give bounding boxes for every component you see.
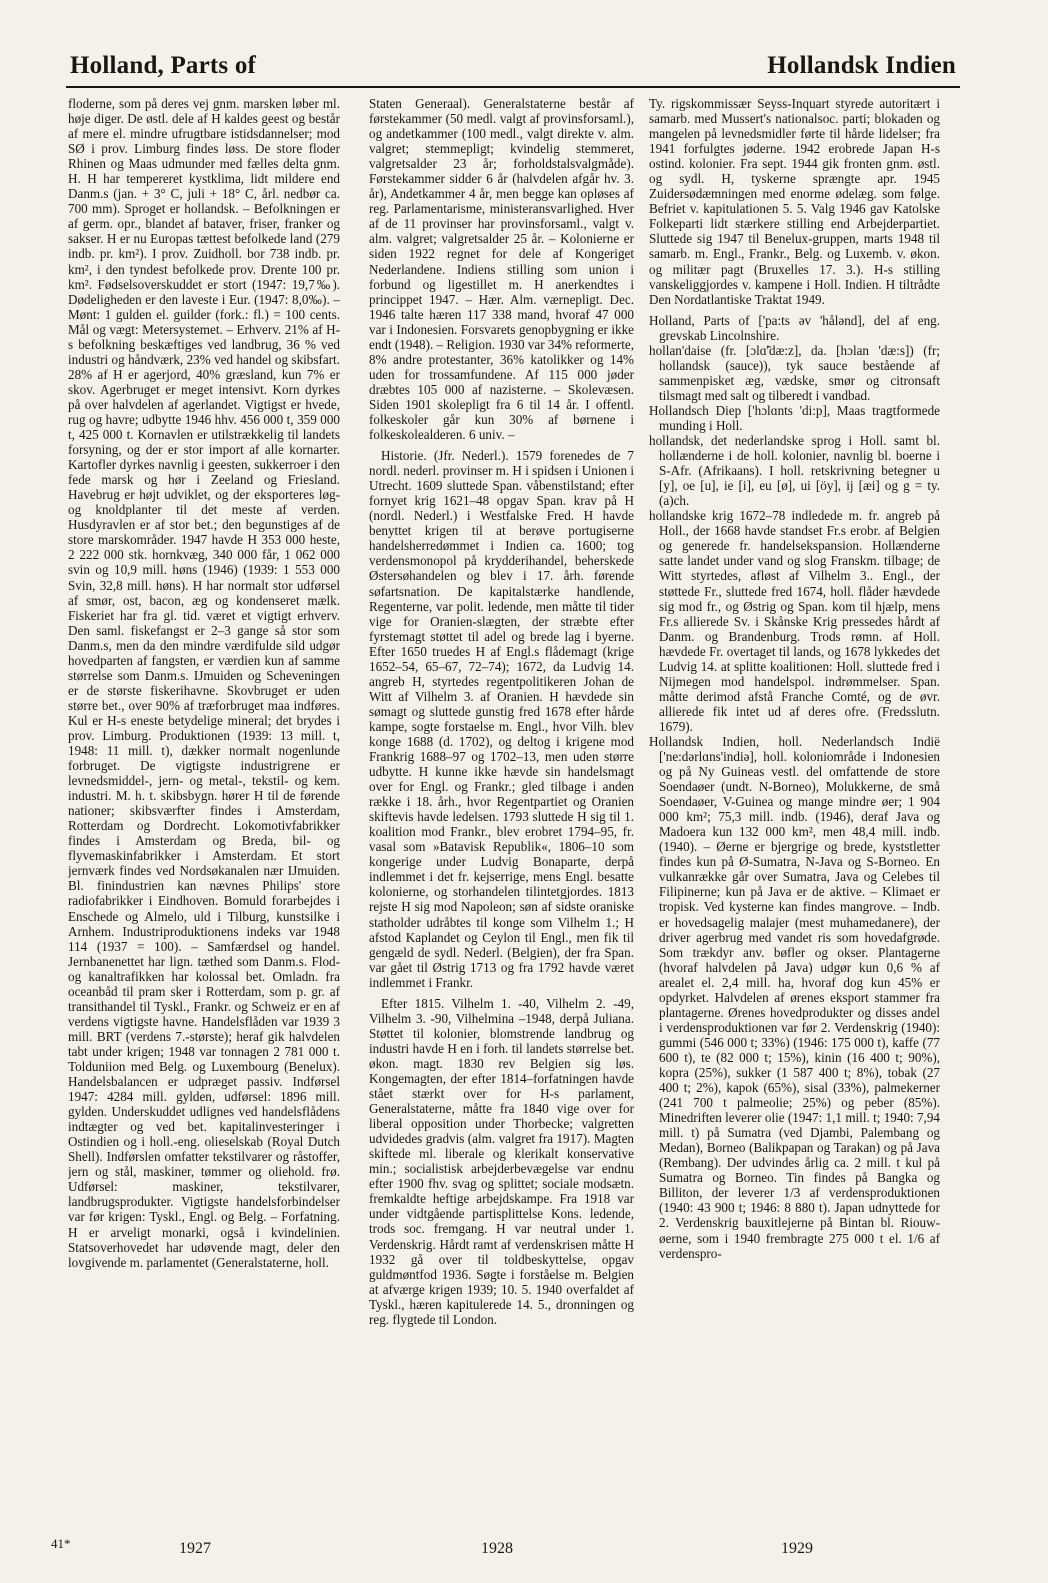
dictionary-entry: hollandske krig 1672–78 indledede m. fr. angreb på Holl., der 1668 havde standset Fr.s erobr. af Belgien og generede fr. handelsekspansion. Hollænderne satte landet under vand og slog Franskm. tilbage; de Witt styrtedes, afløst af Vilhelm 3.. Engl., der støttede Fr., sluttede fred 1674, holl. flåder hævdede sig mod fr., og Østrig og Span. kom til hjælp, mens Fr.s allierede Sv. i Skånske Krig pressedes hårdt af Danm. og Brandenburg. Trods rømn. af Holl. hævdede Fr. overtaget til lands, og 1678 lykkedes det Ludvig 14. at splitte koalitionen: Holl. sluttede fred i Nijmegen mod handelspol. indrømmelser. Span. måtte derimod afstå Franche Comté, og de øvr. allierede fik intet ud af deres ofre. (Fredsslutn. 1679). [649,508,940,734]
text-column-3 [649,96,940,1526]
paragraph: Historie. (Jfr. Nederl.). 1579 forenedes de 7 nordl. nederl. provinser m. H i spidsen i Unionen i Utrecht. 1609 sluttede Span. våbenstilstand; efter fornyet krig 1621–48 opgav Span. krav på H (nordl. Nederl.) i Westfalske Fred. H havde benyttet krigen til at berøve portugiserne handelsherredømmet i Indien ca. 1600; tog verdensmonopol på krydderihandel, beherskede Østersøhandelen og blev i 17. årh. førende søfartsnation. De kapitalstærke handlende, Regenterne, var polit. ledende, men måtte til tider vige for Oranien-slægten, der stræbte efter fyrstemagt støttet til adel og brede lag i byerne. Efter 1650 truedes H af Engl.s flådemagt (krige 1652–54, 65–67, 72–74); 1672, da Ludvig 14. angreb H, styrtedes regentpolitikeren Johan de Witt af Vilhelm 3. af Oranien. H hævdede sin sømagt og sluttede gunstig fred 1678 efter hårde kampe, sogte forstaelse m. Engl., hvor Vilh. blev konge 1688 (d. 1702), og deltog i krigene mod Frankrig 1688–97 og 1702–13, men uden større udbytte. H kunne ikke hævde sin handelsmagt over for Engl. og Frankr.; gled tilbage i anden række i 18. årh., hvor Regentpartiet og Oranien skiftevis havde ledelsen. 1793 sluttede H sig til 1. koalition mod Frankr., blev erobret 1794–95, fr. vasal som »Batavisk Republik«, 1806–10 som kongerige under Ludvig Bonaparte, derpå indlemmet i det fr. kejserrige, mens Engl. besatte kolonierne, og storhandelen tilintetgjordes. 1813 rejste H sig mod Napoleon; søn af sidste oraniske statholder udråbtes til konge som Vilhelm 1.; H afstod Kaplandet og Ceylon til Engl., men fik til gengæld de sydl. Nederl. (Belgien), der fra Span. var gået til Østrig 1713 og fra 1792 havde været indlemmet i Frankr. [369,448,634,990]
text-column-1 [68,96,340,1526]
dictionary-entry: hollan'daise (fr. [ɔlɑ̃'dæ:z], da. [hɔlan 'dæ:s]) (fr; hollandsk (sauce)), tyk sauce bestående af sammenpisket æg, vædske, smør og citronsaft tilsmagt med salt og tilberedt i vandbad. [649,342,940,403]
paragraph: Staten Generaal). Generalstaterne består af førstekammer (50 medl. valgt af provinsforsaml.), og andetkammer (100 medl., valgt direkte v. alm. valgret; stemmepligt; kvindelig stemmeret, valgretsalder 23 år; forholdstalsvalgmåde). Førstekammer sidder 6 år (halvdelen afgår hv. 3. år), Andetkammer 4 år, men begge kan opløses af reg. Parlamentarisme, ministeransvarlighed. Hver af de 11 provinser har provinsforsaml., valgt v. alm. valgret; valgretsalder 25 år. – Kolonierne er siden 1922 regnet for dele af Kongeriget Nederlandene. Indiens stilling som union i forbund og ligestillet m. H anerkendtes i princippet 1947. – Hær. Alm. værnepligt. Dec. 1946 talte hæren 117 338 mand, hvoraf 47 000 var i Indonesien. Forsvarets genopbygning er ikke endt (1948). – Religion. 1930 var 34% reformerte, 8% andre protestanter, 36% katolikker og 14% uden for trossamfundene. Af 115 000 jøder dræbtes 105 000 af nazisterne. – Skolevæsen. Siden 1901 skolepligt fra 6 til 14 år. I offentl. folkeskoler går kun 30% af børnene i folkeskolealderen. 6 univ. – [369,96,634,443]
printer-signature: 41* [51,1536,71,1551]
paragraph: Efter 1815. Vilhelm 1. -40, Vilhelm 2. -49, Vilhelm 3. -90, Vilhelmina –1948, derpå Juliana. Støttet til kolonier, blomstrende landbrug og industri havde H en i forh. til landets størrelse bet. økon. magt. 1830 rev Belgien sig løs. Kongemagten, der efter 1814–forfatningen havde stået stærkt over for H-s parlament, Generalstaterne, måtte fra 1840 vige over for liberal opposition under Thorbecke; valgretten udvidedes gradvis (alm. valgret fra 1917). Magten skiftede ml. liberale og klerikalt konservative min.; socialistisk arbejderbevægelse var endnu efter 1900 fhv. svag og splittet; sociale modsætn. fremkaldte heftige arbejdskampe. Fra 1918 var under vidtgående partisplittelse Kons. ledende, trods soc. fremgang. H var neutral under 1. Verdenskrig. Hårdt ramt af verdenskrisen måtte H 1932 gå over til toldbeskyttelse, opgav guldmøntfod 1936. Søgte i forståelse m. Belgien at afværge krigen 1939; 10. 5. 1940 overfaldet af Tyskl., hæren kapitulerede 14. 5., dronningen og reg. flygtede til London. [369,995,634,1327]
header-rule [66,86,960,88]
dictionary-entry: Hollandsch Diep ['hɔlɑnts 'di:p], Maas tragtformede munding i Holl. [649,402,940,433]
dictionary-entry: Holland, Parts of ['pa:ts əv 'hålənd], del af eng. grevskab Lincolnshire. [649,312,940,343]
paragraph: floderne, som på deres vej gnm. marsken løber ml. høje diger. De østl. dele af H kaldes geest og består af mere el. mindre ufrugtbare istidsdannelser; mod SØ i prov. Limburg findes løss. De store floder Rhinen og Maas udmunder med fælles delta gnm. H. H har tempereret kystklima, lidt mildere end Danm.s (jan. + 3° C, juli + 18° C, årl. nedbør ca. 700 mm). Sproget er hollandsk. – Befolkningen er af germ. opr., blandet af bataver, friser, franker og sakser. H er nu Europas tættest befolkede land (279 indb. pr. km²). I prov. Zuidholl. bor 738 indb. pr. km², i den tyndest befolkede prov. Drente 100 pr. km². Fødselsoverskuddet er stort (1947: 19,7‰). Dødeligheden er den laveste i Eur. (1947: 8,0‰). – Mønt: 1 gulden el. guilder (fork.: fl.) = 100 cents. Mål og vægt: Metersystemet. – Erhverv. 21% af H-s befolkning beskæftiges ved landbrug, 36 % ved industri og håndværk, 23% ved handel og skibsfart. 28% af H er agerjord, 40% græsland, kun 7% er skov. Agerbruget er meget intensivt. Korn dyrkes på over halvdelen af agerlandet. Vigtigst er hvede, rug og havre; udbytte 1946 hhv. 456 000 t, 359 000 t, 425 000 t. Kornavlen er utilstrækkelig til landets forsyning, og der er stor import af alle kornarter. Kartofler dyrkes navnlig i geesten, sukkerroer i den fede marsk og hør i Zeeland og Friesland. Havebrug er højt udviklet, og der eksporteres løg- og knoldplanter til det meste af verden. Husdyravlen er af stor bet.; den begunstiges af de store marskområder. 1947 havde H 353 000 heste, 2 222 000 stk. hornkvæg, 340 000 får, 1 062 000 svin og 10,9 mill. høns (1946) (1939: 1 553 000 Svin, 32,8 mill. høns). H har normalt stor udførsel af smør, ost, bacon, æg og kondenseret mælk. Fiskeriet har fra gl. tid. været et vigtigt erhverv. Den saml. fiskefangst er 2–3 gange så stor som Danm.s, men da den mindre værdifulde sild udgør hovedparten af fangsten, er værdien kun af samme størrelse som Danm.s. IJmuiden og Scheveningen er de største fiskerihavne. Skovbruget er uden større bet., over 90% af træforbruget maa indføres. Kul er H-s eneste betydelige mineral; det brydes i prov. Limburg. Produktionen (1939: 13 mill. t, 1948: 11 mill. t), dækker normalt nogenlunde forbruget. De vigtigste industrigrene er levnedsmiddel-, jern- og metal-, tekstil- og kem. industri. M. h. t. skibsbygn. hører H til de førende nationer; skibsværfter findes i Amsterdam, Rotterdam og Dordrecht. Lokomotivfabrikker findes i Amsterdam og Breda, bil- og flyvemaskinfabrikker i Amsterdam. Et stort jernværk findes ved Nordsøkanalen nær IJmuiden. Bl. finindustrien kan nævnes Philips' store radiofabrikker i Eindhoven. Bomuld forarbejdes i Enschede og Almelo, uld i Tilburg, kunstsilke i Arnhem. Industriproduktionens indeks var 1948 114 (1937 = 100). – Samfærdsel og handel. Jernbanenettet har lign. tæthed som Danm.s. Flod- og kanaltrafikken har kolossal bet. Omladn. fra oceanbåd til pram sker i Rotterdam, som p. gr. af transithandel til Tyskl., Frankr. og Schweiz er en af verdens vigtigste havne. Handelsflåden var 1939 3 mill. BRT (verdens 7.-største); heraf gik halvdelen tabt under krigen; 1948 var tonnagen 2 781 000 t. Tolduniion med Belg. og Luxembourg (Benelux). Handelsbalancen er udpræget passiv. Indførsel 1947: 4284 mill. gylden, udførsel: 1896 mill. gylden. Underskuddet udlignes ved handelsflådens indtægter og ved bet. kapitalinvesteringer i Ostindien og i holl.-eng. olieselskab (Royal Dutch Shell). Indførslen omfatter tekstilvarer og råstoffer, jern og stål, maskiner, tømmer og oliehold. frø. Udførsel: maskiner, tekstilvarer, landbrugsprodukter. Vigtigste handelsforbindelser var før krigen: Tyskl., Engl. og Belg. – Forfatning. H er arveligt monarki, også i kvindelinien. Statsoverhovedet har udøvende magt, deler den lovgivende m. parlamentet (Generalstaterne, holl. [68,96,340,1270]
running-head [70,48,956,88]
running-head-left: Holland, Parts of [70,52,257,79]
paragraph: Ty. rigskommissær Seyss-Inquart styrede autoritært i samarb. med Mussert's nationalsoc. parti; blokaden og mangelen på levnedsmidler førte til hårde lidelser; fra 1941 forfulgtes jøderne. 1942 erobrede Japan H-s ostind. kolonier. Fra sept. 1944 gik fronten gnm. østl. og sydl. H, tyskerne sprængte apr. 1945 Zuidersødæmningen med enorme ødelæg. som følge. Befriet v. kapitulationen 5. 5. Valg 1946 gav Katolske Folkeparti lidt stærkere stilling end Arbejderpartiet. Sluttede sig 1947 til Benelux-gruppen, marts 1948 til samarb. m. Engl., Frankr., Belg. og Luxemb. v. økon. og militær pagt (Bruxelles 17. 3.). H-s stilling vanskeliggjordes v. kampene i Holl. Indien. H tiltrådte Den Nordatlantiske Traktat 1949. [649,96,940,307]
page-number-2: 1928 [481,1540,513,1557]
text-column-2 [369,96,634,1526]
page-number-3: 1929 [781,1540,813,1557]
dictionary-entry: Hollandsk Indien, holl. Nederlandsch Indië ['ne:dərlɑns'indiə], holl. koloniområde i Indonesien og på Ny Guineas vestl. del omfattende de store Soendaøer (undt. N-Borneo), Molukkerne, de små Soendaøer, V-Guinea og mange mindre øer; 1 904 000 km²; 75,3 mill. indb. (1946), deraf Java og Madoera kun 132 000 km², men 48,4 mill. indb. (1940). – Øerne er bjergrige og brede, kyststletter findes kun på Ø-Sumatra, N-Java og S-Borneo. En vulkanrække går over Sumatra, Java og Celebes til Filipinerne; kun på Java er de aktive. – Klimaet er tropisk. Ved kysterne kan findes mangrove. – Indb. er hovedsagelig malajer (mest muhamedanere), der driver agerbrug med vandet ris som hovedafgrøde. Som trækdyr anv. bøfler og okser. Plantagerne (hvoraf halvdelen på Java) udgør kun 0,6 % af arealet el. 2,4 mill. ha, hvoraf dog kun 45% er opdyrket. Halvdelen af ørenes eksport stammer fra plantagerne. Ørenes hovedprodukter og disses andel i verdensproduktionen var før 2. Verdenskrig (1940): gummi (546 000 t; 33%) (1946: 175 000 t), kaffe (77 600 t), te (82 000 t; 15%), kinin (16 400 t; 90%), kopra (25%), sukker (1 587 400 t; 8%), tobak (27 400 t; 2%), kapok (65%), sisal (33%), palmekerner (241 700 t palmeolie; 25%) og peber (85%). Minedriften leverer olie (1947: 1,1 mill. t; 1940: 7,94 mill. t) på Sumatra (ved Djambi, Palembang og Medan), Borneo (Balikpapan og Tarakan) og på Java (Rembang). Der udvindes årlig ca. 2 mill. t kul på Sumatra og Borneo. Tin findes på Bangka og Billiton, der leverer 1/3 af verdensproduktionen (1940: 43 900 t; 1946: 8 880 t). Japan udnyttede for 2. Verdenskrig bauxitlejerne på Bintan bl. Riouw-øerne, som i 1940 frembragte 275 000 t el. 1/6 af verdenspro- [649,733,940,1261]
page-number-1: 1927 [179,1540,211,1557]
dictionary-entry: hollandsk, det nederlandske sprog i Holl. samt bl. hollænderne i de holl. kolonier, navnlig bl. boerne i S-Afr. (Afrikaans). I holl. retskrivning betegner u [y], oe [u], ie [i], eu [ø], ui [öy], ij [æi] og g = ty. (a)ch. [649,433,940,509]
running-head-right: Hollandsk Indien [767,52,956,79]
